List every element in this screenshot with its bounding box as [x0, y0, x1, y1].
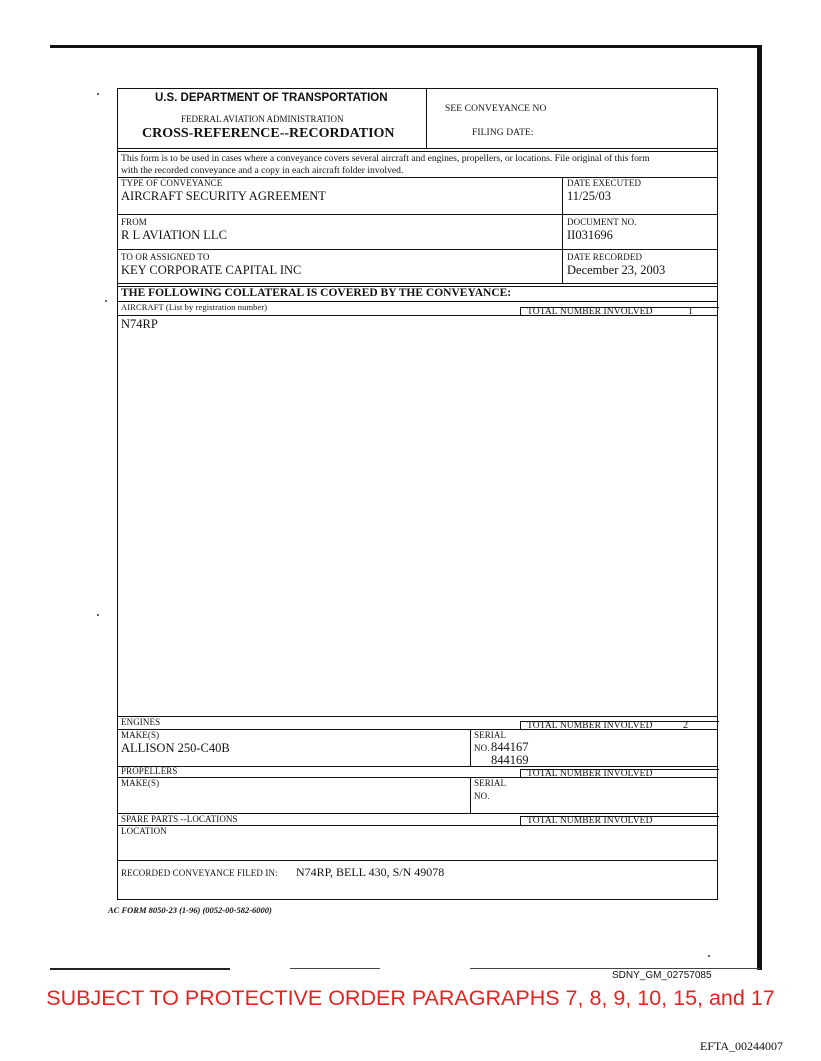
scan-speck [97, 93, 99, 95]
assigned-to-label: TO OR ASSIGNED TO [121, 252, 210, 262]
instructions-line-1: This form is to be used in cases where a conveyance covers several aircraft and engines, propellers, or locations. File original of this form [121, 153, 650, 164]
scan-speck [105, 300, 107, 302]
type-of-conveyance-value: AIRCRAFT SECURITY AGREEMENT [121, 189, 326, 203]
scan-border-bottom [290, 968, 380, 969]
engines-make-label: MAKE(S) [121, 730, 160, 740]
divider [118, 148, 717, 149]
engines-divider [470, 729, 471, 766]
bates-number: SDNY_GM_02757085 [612, 970, 712, 981]
filing-date-label: FILING DATE: [472, 128, 534, 138]
divider [118, 315, 717, 316]
propellers-serial-label: SERIAL [474, 778, 507, 788]
date-recorded-value: December 23, 2003 [567, 263, 666, 277]
spare-parts-total-label: TOTAL NUMBER INVOLVED [527, 816, 653, 826]
recorded-label: RECORDED CONVEYANCE FILED IN: [121, 868, 278, 878]
propellers-serial-no-label: NO. [474, 791, 490, 801]
date-recorded-label: DATE RECORDED [567, 252, 643, 262]
document-no-label: DOCUMENT NO. [567, 217, 637, 227]
conveyance-divider [562, 177, 563, 283]
scan-border-top [50, 45, 760, 48]
recorded-value: N74RP, BELL 430, S/N 49078 [296, 865, 445, 879]
divider [118, 860, 717, 861]
divider [118, 825, 717, 826]
assigned-to-value: KEY CORPORATE CAPITAL INC [121, 263, 302, 277]
from-label: FROM [121, 217, 147, 227]
document-no-value: II031696 [567, 228, 613, 242]
header-divider [426, 89, 427, 148]
scan-border-right [757, 45, 762, 970]
divider [118, 766, 717, 767]
divider [118, 283, 717, 284]
engines-serial-label: SERIAL [474, 730, 507, 740]
divider [118, 249, 717, 250]
propellers-make-label: MAKE(S) [121, 778, 160, 788]
date-executed-value: 11/25/03 [567, 189, 611, 203]
scan-speck [708, 955, 710, 957]
engine-serial-1: 844167 [491, 740, 529, 754]
engines-label: ENGINES [121, 717, 161, 727]
engines-total-label: TOTAL NUMBER INVOLVED [527, 721, 653, 731]
propellers-total-label: TOTAL NUMBER INVOLVED [527, 769, 653, 779]
divider [118, 716, 717, 717]
divider [118, 151, 717, 152]
form-title: CROSS-REFERENCE--RECORDATION [142, 126, 395, 141]
engines-make-value: ALLISON 250-C40B [121, 741, 230, 755]
engines-total-value: 2 [683, 720, 689, 731]
spare-parts-label: SPARE PARTS --LOCATIONS [121, 814, 238, 824]
engines-serial-no-label: NO. [474, 743, 490, 753]
divider [118, 214, 717, 215]
scan-speck [97, 614, 99, 616]
efta-number: EFTA_00244007 [700, 1039, 784, 1053]
location-label: LOCATION [121, 826, 167, 836]
cross-reference-form [117, 88, 718, 900]
instructions-line-2: with the recorded conveyance and a copy in each aircraft folder involved. [121, 165, 404, 176]
protective-order-notice: SUBJECT TO PROTECTIVE ORDER PARAGRAPHS 7, 8, 9, 10, 15, and 17 [46, 986, 775, 1010]
date-executed-label: DATE EXECUTED [567, 178, 642, 188]
divider [118, 729, 717, 730]
scan-border-bottom [470, 968, 760, 969]
administration-title: FEDERAL AVIATION ADMINISTRATION [181, 114, 344, 124]
type-of-conveyance-label: TYPE OF CONVEYANCE [121, 178, 223, 188]
scan-border-bottom [50, 968, 230, 970]
propellers-divider [470, 777, 471, 813]
engine-serial-2: 844169 [491, 753, 529, 767]
from-value: R L AVIATION LLC [121, 228, 227, 242]
department-title: U.S. DEPARTMENT OF TRANSPORTATION [155, 92, 388, 104]
aircraft-label: AIRCRAFT (List by registration number) [121, 302, 268, 312]
form-code: AC FORM 8050-23 (1-96) (0052-00-582-6000) [108, 905, 272, 915]
propellers-label: PROPELLERS [121, 766, 178, 776]
aircraft-total-label: TOTAL NUMBER INVOLVED [527, 307, 653, 317]
divider [118, 777, 717, 778]
aircraft-registration: N74RP [121, 317, 158, 331]
aircraft-total-value: 1 [688, 306, 694, 317]
see-conveyance-label: SEE CONVEYANCE NO [445, 104, 547, 114]
collateral-heading: THE FOLLOWING COLLATERAL IS COVERED BY THE CONVEYANCE: [121, 287, 512, 299]
